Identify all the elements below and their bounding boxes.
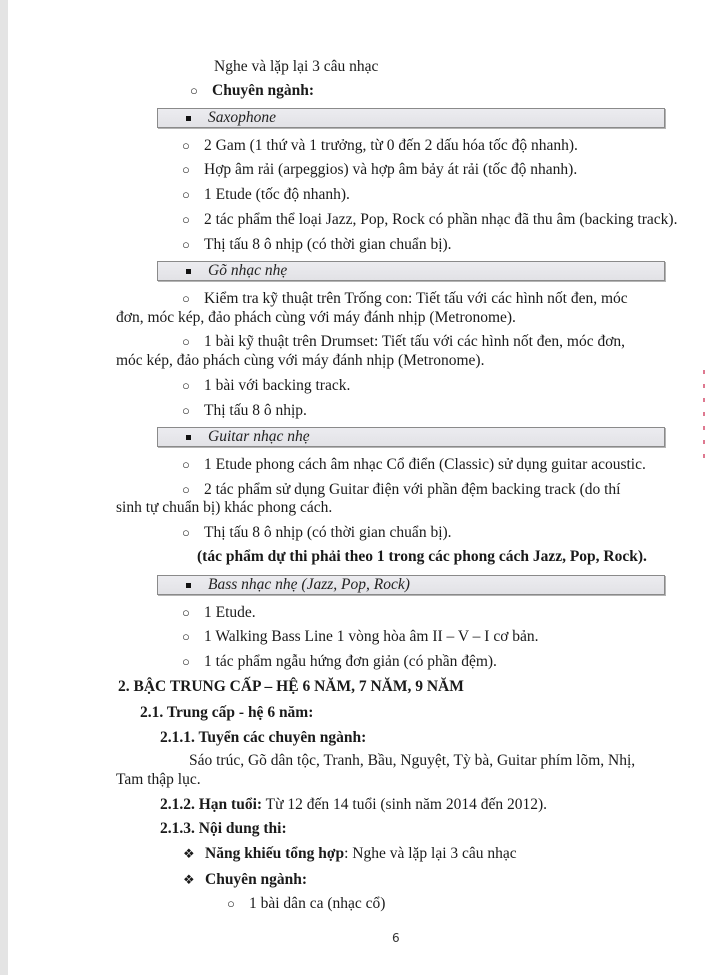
chuyen-nganh-heading: ○ Chuyên ngành: [190, 82, 315, 99]
stamp-mark [703, 370, 705, 460]
section-box-go-nhac-nhe [157, 261, 665, 281]
majors-line-continuation: Tam thập lục. [116, 771, 201, 788]
hollow-bullet-icon: ○ [182, 378, 190, 393]
style-note: (tác phẩm dự thi phải theo 1 trong các phong cách Jazz, Pop, Rock). [197, 548, 647, 565]
list-item-continuation: sinh tự chuẩn bị) khác phong cách. [116, 499, 333, 516]
chuyen-nganh-item: ❖ Chuyên ngành: [183, 871, 308, 888]
section-title-bass-nhac-nhe: Bass nhạc nhẹ (Jazz, Pop, Rock) [208, 576, 410, 593]
hollow-bullet-icon: ○ [182, 237, 190, 252]
hollow-bullet-icon: ○ [182, 162, 190, 177]
hollow-bullet-icon: ○ [182, 629, 190, 644]
diamond-bullet-icon: ❖ [183, 846, 195, 861]
list-item: ○ Thị tấu 8 ô nhịp. [182, 402, 307, 419]
list-item: ○ Thị tấu 8 ô nhịp (có thời gian chuẩn bị). [182, 236, 452, 253]
section-title-saxophone: Saxophone [208, 109, 277, 126]
list-item: ○ Thị tấu 8 ô nhịp (có thời gian chuẩn bị). [182, 524, 452, 541]
list-item-continuation: đơn, móc kép, đảo phách cùng với máy đánh nhịp (Metronome). [116, 309, 516, 326]
age-limit: 2.1.2. Hạn tuổi: Từ 12 đến 14 tuổi (sinh năm 2014 đến 2012). [160, 796, 547, 813]
hollow-bullet-icon: ○ [182, 187, 190, 202]
list-item: ○ Hợp âm rải (arpeggios) và hợp âm bảy át rải (tốc độ nhanh). [182, 161, 578, 178]
diamond-bullet-icon: ❖ [183, 872, 195, 887]
list-item: ○ 2 Gam (1 thứ và 1 trưởng, từ 0 đến 2 dấu hóa tốc độ nhanh). [182, 137, 578, 154]
square-bullet-icon [186, 583, 191, 588]
section-title-go-nhac-nhe: Gõ nhạc nhẹ [208, 262, 288, 279]
list-item: ○ Kiểm tra kỹ thuật trên Trống con: Tiết tấu với các hình nốt đen, móc [182, 290, 628, 307]
list-item: ○ 1 bài dân ca (nhạc cổ) [227, 895, 386, 912]
hollow-bullet-icon: ○ [182, 482, 190, 497]
subsection-heading-2-1-3: 2.1.3. Nội dung thi: [160, 820, 287, 837]
nang-khieu-item: ❖ Năng khiếu tổng hợp: Nghe và lặp lại 3 câu nhạc [183, 845, 517, 862]
hollow-bullet-icon: ○ [182, 403, 190, 418]
list-item: ○ 2 tác phẩm thể loại Jazz, Pop, Rock có phần nhạc đã thu âm (backing track). [182, 211, 678, 228]
square-bullet-icon [186, 269, 191, 274]
page-number: 6 [392, 931, 400, 945]
list-item: ○ 1 Walking Bass Line 1 vòng hòa âm II – V – I cơ bản. [182, 628, 539, 645]
hollow-bullet-icon: ○ [182, 605, 190, 620]
hollow-bullet-icon: ○ [182, 654, 190, 669]
hollow-bullet-icon: ○ [182, 457, 190, 472]
hollow-bullet-icon: ○ [182, 138, 190, 153]
section-box-saxophone [157, 108, 665, 128]
list-item: ○ 1 Etude. [182, 604, 256, 621]
top-line: Nghe và lặp lại 3 câu nhạc [214, 58, 379, 75]
list-item: ○ 1 tác phẩm ngẫu hứng đơn giản (có phần đệm). [182, 653, 497, 670]
list-item: ○ 1 Etude phong cách âm nhạc Cổ điển (Classic) sử dụng guitar acoustic. [182, 456, 646, 473]
section-box-guitar-nhac-nhe [157, 427, 665, 447]
subsection-heading-2-1: 2.1. Trung cấp - hệ 6 năm: [140, 704, 314, 721]
hollow-bullet-icon: ○ [182, 525, 190, 540]
list-item: ○ 2 tác phẩm sử dụng Guitar điện với phần đệm backing track (do thí [182, 481, 621, 498]
hollow-bullet-icon: ○ [182, 334, 190, 349]
hollow-bullet-icon: ○ [227, 896, 235, 911]
list-item-continuation: móc kép, đảo phách cùng với máy đánh nhịp (Metronome). [116, 352, 485, 369]
hollow-bullet-icon: ○ [190, 83, 198, 98]
square-bullet-icon [186, 435, 191, 440]
hollow-bullet-icon: ○ [182, 291, 190, 306]
list-item: ○ 1 Etude (tốc độ nhanh). [182, 186, 350, 203]
square-bullet-icon [186, 116, 191, 121]
list-item: ○ 1 bài với backing track. [182, 377, 351, 394]
majors-line: Sáo trúc, Gõ dân tộc, Tranh, Bầu, Nguyệt, Tỳ bà, Guitar phím lõm, Nhị, [189, 752, 636, 769]
page-edge-strip [0, 0, 8, 975]
hollow-bullet-icon: ○ [182, 212, 190, 227]
section-title-guitar-nhac-nhe: Guitar nhạc nhẹ [208, 428, 310, 445]
list-item: ○ 1 bài kỹ thuật trên Drumset: Tiết tấu với các hình nốt đen, móc đơn, [182, 333, 626, 350]
subsection-heading-2-1-1: 2.1.1. Tuyển các chuyên ngành: [160, 729, 367, 746]
section-heading-2: 2. BẬC TRUNG CẤP – HỆ 6 NĂM, 7 NĂM, 9 NĂM [118, 678, 464, 695]
section-box-bass-nhac-nhe [157, 575, 665, 595]
